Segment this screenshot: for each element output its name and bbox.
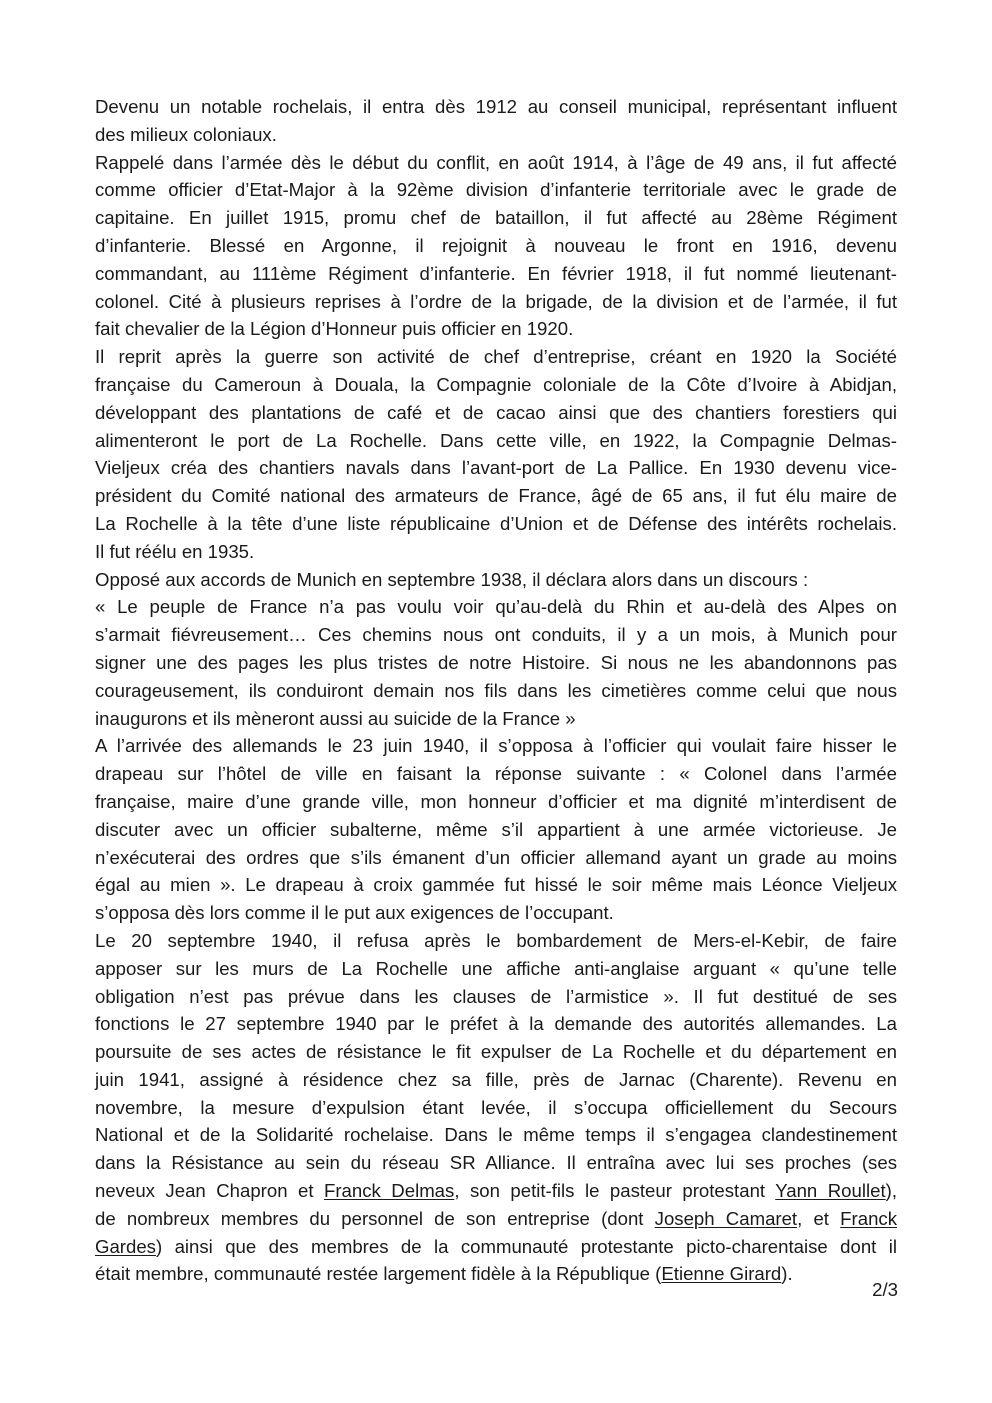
link-joseph-camaret[interactable]: Joseph Camaret (654, 1207, 798, 1229)
text-line-with-links (95, 1205, 897, 1233)
text-line: fait chevalier de la Légion d’Honneur puis officier en 1920. (95, 318, 574, 340)
text-line: Il fut réélu en 1935. (95, 540, 255, 562)
text-fragment: neveux Jean Chapron et (95, 1180, 324, 1202)
page-number: 2/3 (872, 1279, 898, 1300)
text-line: juin 1941, assigné à résidence chez sa fille, près de Jarnac (Charente). Revenu en (95, 1068, 897, 1090)
text-line: courageusement, ils conduiront demain nos fils dans les cimetières comme celui que nous (95, 679, 897, 701)
text-line: n’exécuterai des ordres que s’ils émanent d’un officier allemand ayant un grade au moins (95, 846, 897, 868)
text-line: président du Comité national des armateurs de France, âgé de 65 ans, il fut élu maire de (95, 485, 897, 507)
text-line: française du Cameroun à Douala, la Compagnie coloniale de la Côte d’Ivoire à Abidjan, (95, 373, 897, 395)
text-line: discuter avec un officier subalterne, même s’il appartient à une armée victorieuse. Je (95, 818, 897, 840)
text-line: développant des plantations de café et de cacao ainsi que des chantiers forestiers qui (95, 401, 897, 423)
text-line: A l’arrivée des allemands le 23 juin 1940, il s’opposa à l’officier qui voulait faire hisser le (95, 735, 897, 757)
text-fragment: ). (781, 1263, 793, 1285)
link-yann-roullet[interactable]: Yann Roullet (775, 1180, 886, 1202)
text-line: Il reprit après la guerre son activité de chef d’entreprise, créant en 1920 la Société (95, 346, 897, 368)
text-fragment: ) ainsi que des membres de la communauté protestante picto-charentaise dont il (155, 1235, 897, 1257)
text-fragment: était membre, communauté restée largement fidèle à la République ( (95, 1263, 662, 1285)
text-line-with-links (95, 1177, 897, 1205)
text-line: fonctions le 27 septembre 1940 par le préfet à la demande des autorités allemandes. La (95, 1013, 897, 1035)
text-line: s’opposa dès lors comme il le put aux exigences de l’occupant. (95, 902, 614, 924)
text-line: s’armait fiévreusement… Ces chemins nous ont conduits, il y a un mois, à Munich pour (95, 624, 897, 646)
text-line: alimenteront le port de La Rochelle. Dans cette ville, en 1922, la Compagnie Delmas- (95, 429, 897, 451)
text-line: des milieux coloniaux. (95, 123, 277, 145)
text-line: comme officier d’Etat-Major à la 92ème division d’infanterie territoriale avec le grade de (95, 179, 897, 201)
text-line-with-links (95, 1260, 897, 1288)
text-line: poursuite de ses actes de résistance le fit expulser de La Rochelle et du département en (95, 1041, 897, 1063)
text-line: apposer sur les murs de La Rochelle une affiche anti-anglaise arguant « qu’une telle (95, 957, 897, 979)
text-line: La Rochelle à la tête d’une liste républicaine d’Union et de Défense des intérêts rochelais. (95, 512, 897, 534)
text-fragment: , son petit-fils le pasteur protestant (454, 1180, 776, 1202)
text-line: française, maire d’une grande ville, mon honneur d’officier et ma dignité m’interdisent de (95, 790, 897, 812)
text-line: drapeau sur l’hôtel de ville en faisant la réponse suivante : « Colonel dans l’armée (95, 763, 897, 785)
text-line: dans la Résistance au sein du réseau SR Alliance. Il entraîna avec lui ses proches (ses (95, 1152, 897, 1174)
text-line: d’infanterie. Blessé en Argonne, il rejoignit à nouveau le front en 1916, devenu (95, 234, 897, 256)
text-fragment: de nombreux membres du personnel de son entreprise (dont (95, 1207, 655, 1229)
document-body (95, 93, 897, 1288)
text-line: Vieljeux créa des chantiers navals dans l’avant-port de La Pallice. En 1930 devenu vice- (95, 457, 897, 479)
text-line: signer une des pages les plus tristes de notre Histoire. Si nous ne les abandonnons pas (95, 651, 897, 673)
link-etienne-girard[interactable]: Etienne Girard (661, 1263, 782, 1285)
text-line: égal au mien ». Le drapeau à croix gammée fut hissé le soir même mais Léonce Vieljeux (95, 874, 897, 896)
text-line: obligation n’est pas prévue dans les clauses de l’armistice ». Il fut destitué de ses (95, 985, 897, 1007)
text-line: National et de la Solidarité rochelaise. Dans le même temps il s’engagea clandestinement (95, 1124, 897, 1146)
link-franck-gardes-continued[interactable]: Gardes (95, 1235, 156, 1257)
text-line: Rappelé dans l’armée dès le début du conflit, en août 1914, à l’âge de 49 ans, il fut affecté (95, 151, 897, 173)
text-line: capitaine. En juillet 1915, promu chef de bataillon, il fut affecté au 28ème Régiment (95, 207, 897, 229)
link-franck-gardes[interactable]: Franck (840, 1207, 897, 1229)
text-line: novembre, la mesure d’expulsion étant levée, il s’occupa officiellement du Secours (95, 1096, 897, 1118)
text-line: colonel. Cité à plusieurs reprises à l’ordre de la brigade, de la division et de l’armée, il fut (95, 290, 897, 312)
link-franck-delmas[interactable]: Franck Delmas (324, 1180, 455, 1202)
text-line: commandant, au 111ème Régiment d’infanterie. En février 1918, il fut nommé lieutenant- (95, 262, 897, 284)
text-line: Le 20 septembre 1940, il refusa après le bombardement de Mers-el-Kebir, de faire (95, 929, 897, 951)
text-fragment: , et (797, 1207, 841, 1229)
text-fragment: ), (885, 1180, 897, 1202)
text-line: Devenu un notable rochelais, il entra dès 1912 au conseil municipal, représentant influent (95, 96, 897, 117)
text-line-with-links (95, 1233, 897, 1261)
text-line: inaugurons et ils mèneront aussi au suicide de la France » (95, 707, 576, 729)
text-line: Opposé aux accords de Munich en septembre 1938, il déclara alors dans un discours : (95, 568, 809, 590)
text-line: « Le peuple de France n’a pas voulu voir qu’au-delà du Rhin et au-delà des Alpes on (95, 596, 897, 618)
